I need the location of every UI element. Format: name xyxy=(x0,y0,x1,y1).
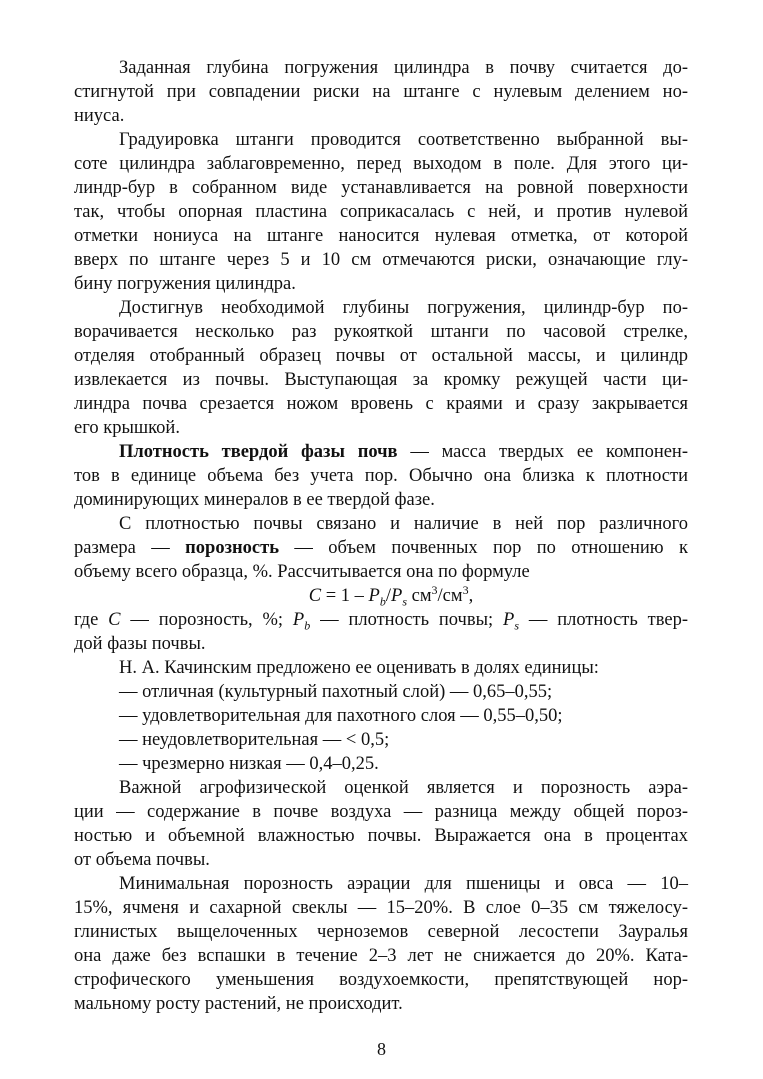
list-item: — отличная (культурный пахотный слой) — 0,65–0,55; xyxy=(119,682,553,702)
paragraph-sample-extraction xyxy=(74,296,688,440)
page-number: 8 xyxy=(377,1039,386,1059)
list-item: — чрезмерно низкая — 0,4–0,25. xyxy=(119,754,379,774)
paragraph-porosity xyxy=(74,512,688,584)
text-line: Важной агрофизической оценкой является и порозность аэра- xyxy=(119,778,688,798)
text-line: стигнутой при совпадении риски на штанге с нулевым делением но- xyxy=(74,82,688,102)
porosity-formula xyxy=(74,584,688,608)
text-line: соте цилиндра заблаговременно, перед выходом в поле. Для этого ци- xyxy=(74,154,688,174)
term-solid-phase-density: Плотность твердой фазы почв xyxy=(119,442,398,462)
legend-subscript-s: s xyxy=(514,618,520,633)
text-line: ции — содержание в почве воздуха — разница между общей пороз- xyxy=(74,802,688,822)
text-line: Градуировка штанги проводится соответственно выбранной вы- xyxy=(119,130,688,150)
formula-subscript-s: s xyxy=(402,594,407,609)
text-line: от объема почвы. xyxy=(74,850,210,870)
text-line: доминирующих минералов в ее твердой фазе. xyxy=(74,490,435,510)
document-page xyxy=(74,56,688,1016)
text-line xyxy=(74,608,688,632)
legend-symbol-p: P xyxy=(292,610,305,630)
text-line: ворачивается несколько раз рукояткой штанги по часовой стрелке, xyxy=(74,322,688,342)
text-line: отметки нониуса на штанге наносится нулевая отметка, от которой xyxy=(74,226,688,246)
text-line: линдр-бур в собранном виде устанавливается на ровной поверхности xyxy=(74,178,688,198)
list-item: — удовлетворительная для пахотного слоя — 0,55–0,50; xyxy=(119,706,563,726)
legend-subscript-b: b xyxy=(304,618,311,633)
legend-symbol-p: P xyxy=(503,610,515,630)
formula-legend xyxy=(74,608,688,656)
text-line: Заданная глубина погружения цилиндра в почву считается до- xyxy=(119,58,688,78)
formula-fragment: , xyxy=(468,586,474,606)
text-fragment: — плотность твер- xyxy=(519,610,688,630)
text-line: она даже без вспашки в течение 2–3 лет не снижается до 20%. Ката- xyxy=(74,946,688,966)
porosity-scale-list xyxy=(74,680,688,776)
text-line: ностью и объемной влажностью почвы. Выражается она в процентах xyxy=(74,826,688,846)
formula-fragment: /см xyxy=(437,586,463,606)
text-fragment: размера — xyxy=(74,538,186,558)
text-line: бину погружения цилиндра. xyxy=(74,274,296,294)
formula-exponent: 3 xyxy=(462,582,469,597)
text-line xyxy=(74,536,688,560)
text-line: строфического уменьшения воздухоемкости, препятствующей нор- xyxy=(74,970,688,990)
text-line: отделяя отобранный образец почвы от остальной массы, и цилиндр xyxy=(74,346,688,366)
formula-symbol-c: C xyxy=(308,586,322,606)
text-line: тов в единице объема без учета пор. Обычно она близка к плотности xyxy=(74,466,688,486)
paragraph-aeration-porosity xyxy=(74,776,688,872)
text-line: линдра почва срезается ножом вровень с краями и сразу закрывается xyxy=(74,394,688,414)
paragraph-minimal-aeration xyxy=(74,872,688,1016)
paragraph-solid-phase-density xyxy=(74,440,688,512)
formula-fragment: = 1 – xyxy=(321,586,369,606)
text-line: мальному росту растений, не происходит. xyxy=(74,994,403,1014)
text-line: ниуса. xyxy=(74,106,125,126)
text-line: вверх по штанге через 5 и 10 см отмечаются риски, означающие глу- xyxy=(74,250,688,270)
formula-exponent: 3 xyxy=(431,582,438,597)
text-line: Достигнув необходимой глубины погружения, цилиндр-бур по- xyxy=(119,298,688,318)
text-fragment: — порозность, %; xyxy=(120,610,293,630)
text-line: 15%, ячменя и сахарной свеклы — 15–20%. В слое 0–35 см тяжелосу- xyxy=(74,898,688,918)
text-fragment: — объем почвенных пор по отношению к xyxy=(279,538,688,558)
text-line: глинистых выщелоченных черноземов северной лесостепи Зауралья xyxy=(74,922,688,942)
formula-subscript-b: b xyxy=(379,594,386,609)
text-line: С плотностью почвы связано и наличие в ней пор различного xyxy=(119,514,688,534)
text-fragment: — плотность почвы; xyxy=(310,610,504,630)
formula-fragment: / xyxy=(385,586,391,606)
text-line xyxy=(74,440,688,464)
formula-symbol-p: P xyxy=(368,586,380,606)
text-line: его крышкой. xyxy=(74,418,180,438)
text-line: так, чтобы опорная пластина соприкасалась с ней, и против нулевой xyxy=(74,202,688,222)
text-line: дой фазы почвы. xyxy=(74,634,206,654)
formula-fragment: см xyxy=(406,586,432,606)
paragraph-cylinder-depth xyxy=(74,56,688,128)
paragraph-rod-calibration xyxy=(74,128,688,296)
text-line: извлекается из почвы. Выступающая за кромку режущей части ци- xyxy=(74,370,688,390)
text-fragment: — масса твердых ее компонен- xyxy=(397,442,688,462)
text-line: Минимальная порозность аэрации для пшеницы и овса — 10– xyxy=(119,874,688,894)
paragraph-kachinsky: Н. А. Качинским предложено ее оценивать в долях единицы: xyxy=(119,658,599,678)
term-porosity: порозность xyxy=(185,538,280,558)
text-fragment: где xyxy=(74,610,109,630)
formula-symbol-p: P xyxy=(391,586,403,606)
text-line: объему всего образца, %. Рассчитывается она по формуле xyxy=(74,562,530,582)
legend-symbol-c: C xyxy=(108,610,121,630)
list-item: — неудовлетворительная — < 0,5; xyxy=(119,730,390,750)
